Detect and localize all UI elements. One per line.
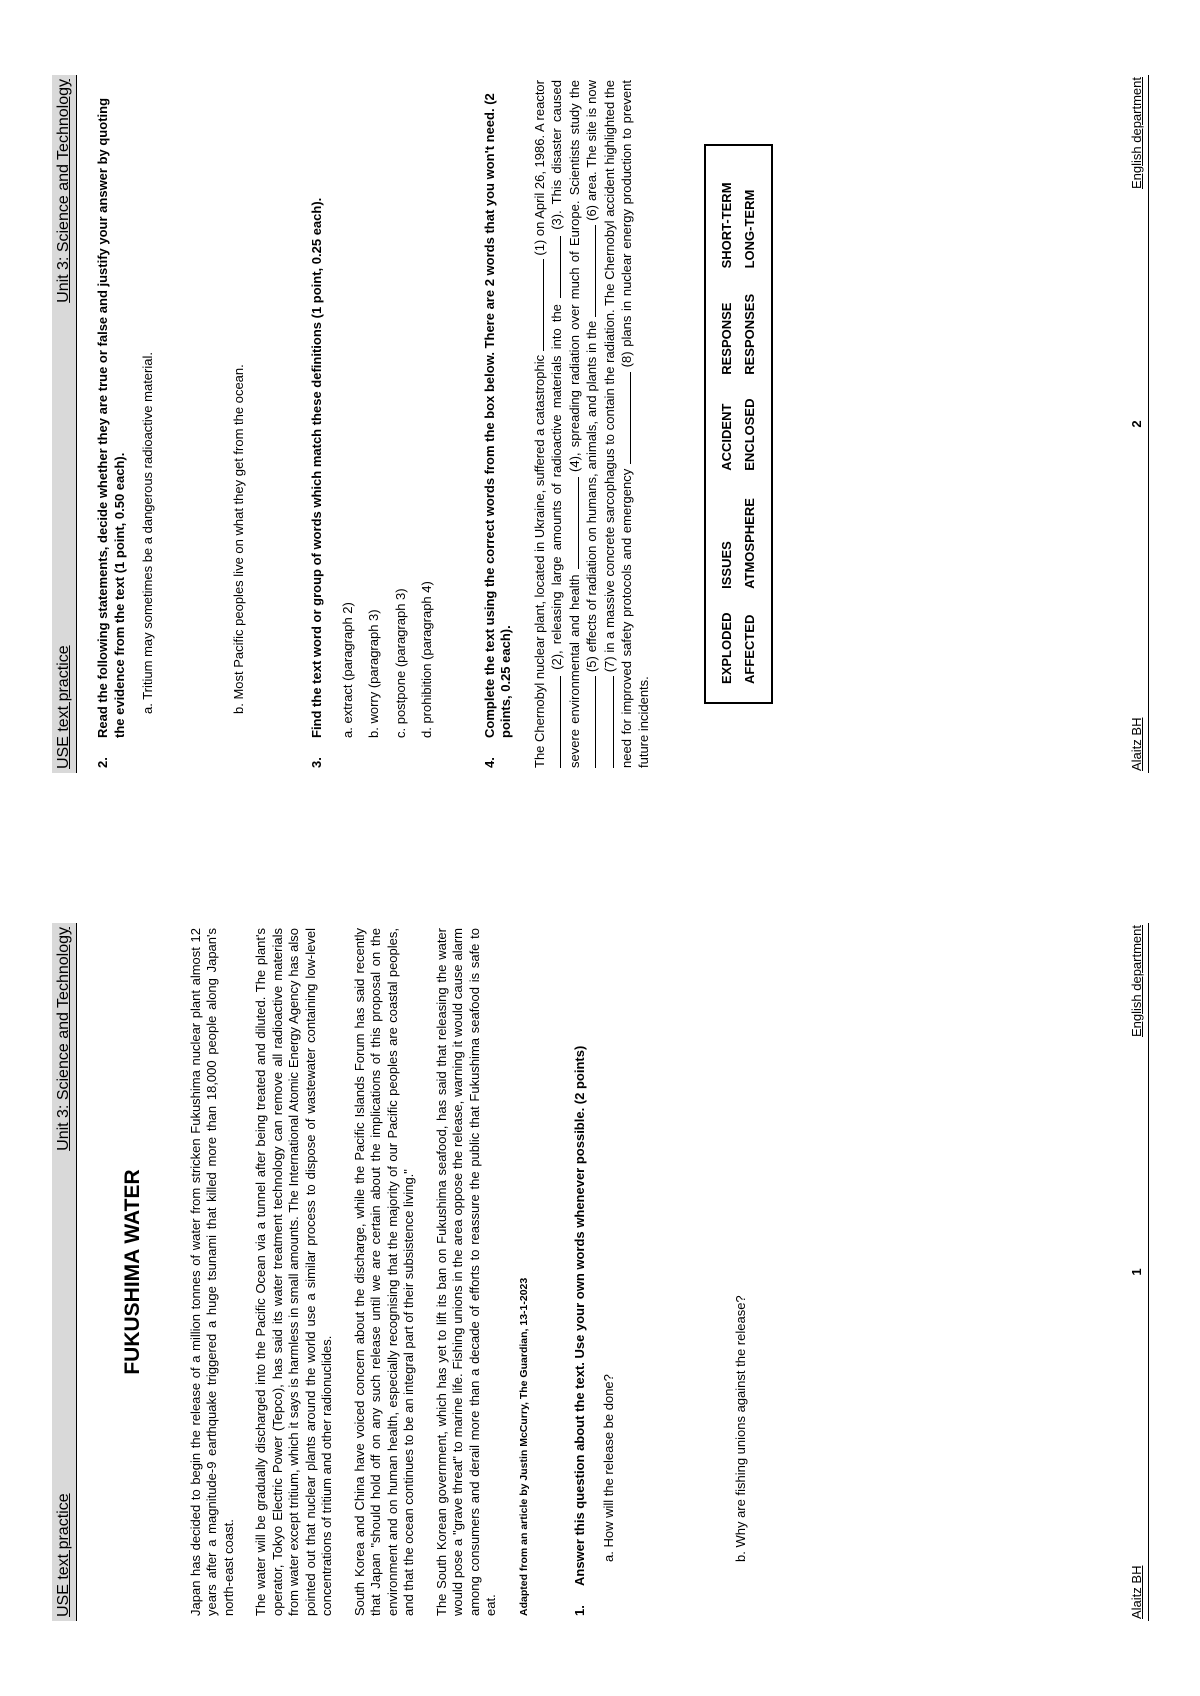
question-1a: a. How will the release be done?	[600, 1374, 616, 1562]
cloze-segment: (2), releasing large amounts of radioactive materials into the	[549, 304, 564, 670]
cloze-segment: (1) on April 26, 1986. A reactor	[531, 80, 547, 256]
word-bank-word: RESPONSE	[719, 302, 734, 375]
question-1-number: 1.	[572, 1605, 587, 1616]
question-4-number: 4.	[481, 757, 497, 768]
footer-left: Alaitz BH	[1129, 1565, 1144, 1619]
header-left: USE text practice	[55, 645, 72, 769]
blank-8[interactable]	[618, 372, 631, 464]
blank-6[interactable]	[583, 225, 596, 317]
article-source: Adapted from an article by Justin McCurry, The Guardian, 13-1-2023	[517, 1277, 530, 1616]
word-bank-word: ISSUES	[719, 541, 734, 589]
word-bank-row	[739, 160, 762, 688]
cloze-segment: (6) area. The site is now	[584, 80, 599, 221]
page-header	[52, 923, 77, 1621]
word-bank-word: ACCIDENT	[719, 403, 734, 471]
word-bank-word: ENCLOSED	[741, 398, 757, 471]
article-paragraph-2: The water will be gradually discharged into the Pacific Ocean via a tunnel after being treated and diluted. The plant's operator, Tokyo Electric Power (Tepco), has said its water treatment technology can remove all radioactive materials from water except tritium, which it says is harmless in small amounts. The International Atomic Energy Agency has also pointed out that nuclear plants around the world use a similar process to dispose of wastewater containing low-level concentrations of tritium and other radionuclides.	[253, 928, 334, 1616]
footer-right: English department	[1129, 925, 1144, 1038]
cloze-segment: The Chernobyl nuclear plant, located in Ukraine, suffered a catastrophic	[531, 354, 547, 768]
question-4-text: Complete the text using the correct words from the box below. There are 2 words that you won't need. (2 points, 0.25 each).	[481, 93, 513, 738]
cloze-segment: (4), spreading radiation over much of Europe. Scientists study the	[566, 80, 582, 472]
definition-item: a. extract (paragraph 2)	[339, 602, 355, 738]
blank-4[interactable]	[566, 477, 579, 569]
question-2a: a. Tritium may sometimes be a dangerous radioactive material.	[140, 352, 155, 714]
word-bank-word: ATMOSPHERE	[741, 498, 757, 589]
header-right: Unit 3: Science and Technology	[55, 79, 72, 303]
word-bank-box	[704, 144, 773, 704]
answer-space-2a	[157, 80, 219, 768]
blank-2[interactable]	[548, 676, 561, 768]
article-paragraph-3: South Korea and China have voiced concern about the discharge, while the Pacific Islands Forum has said recently that Japan "should hold off on any such release until we are certain about the implications of this proposal on the environment and on human health, especially recognising that the majority of our Pacific peoples are coastal peoples, and that the ocean continues to be an integral part of their subsistence living."	[351, 928, 416, 1616]
footer-right: English department	[1129, 77, 1144, 190]
question-3	[309, 80, 326, 768]
question-4	[482, 80, 515, 768]
cloze-segment: (7) in a massive concrete sarcophagus to contain the radiation. The Chernobyl accident highlighted the need for improved safety protocols and emergency	[601, 80, 634, 768]
page-footer	[1126, 75, 1149, 773]
article-title: FUKUSHIMA WATER	[121, 1169, 144, 1375]
page-number: 1	[1129, 1268, 1144, 1276]
word-bank-table	[716, 160, 761, 688]
question-1-text: Answer this question about the text. Use your own words whenever possible. (2 points)	[572, 1045, 587, 1586]
word-bank-word: LONG-TERM	[741, 189, 757, 269]
question-3-number: 3.	[309, 757, 324, 768]
word-bank-word: RESPONSES	[741, 293, 757, 375]
word-bank-word: SHORT-TERM	[719, 182, 734, 269]
blank-7[interactable]	[601, 676, 614, 768]
question-2b: b. Most Pacific peoples live on what they get from the ocean.	[230, 364, 246, 714]
page-footer	[1126, 923, 1149, 1621]
blank-1[interactable]	[531, 259, 544, 351]
word-bank-row	[716, 160, 739, 688]
word-bank-word: EXPLODED	[719, 612, 734, 684]
cloze-segment: (5) effects of radiation on humans, animals, and plants in the	[584, 320, 599, 673]
header-right: Unit 3: Science and Technology	[55, 927, 72, 1151]
definition-item: d. prohibition (paragraph 4)	[419, 581, 434, 738]
question-2-text: Read the following statements, decide whether they are true or false and justify your answer by quoting the evidence from the text (1 point, 0.50 each).	[95, 97, 127, 738]
page-1-content	[95, 928, 750, 1616]
page-1	[0, 848, 1200, 1696]
page-header	[52, 75, 77, 773]
definition-list	[340, 80, 436, 738]
article-paragraph-1: Japan has decided to begin the release of a million tonnes of water from stricken Fukushima nuclear plant almost 12 years after a magnitude-9 earthquake triggered a huge tsunami that killed more than 18,000 people along Japan's north-east coast.	[187, 928, 236, 1616]
cloze-text	[531, 80, 653, 768]
answer-space-1a	[617, 928, 721, 1616]
article-paragraph-4: The South Korean government, which has yet to lift its ban on Fukushima seafood, has said that releasing the water would pose a "grave threat" to marine life. Fishing unions in the area oppose the release, warning it would cause alarm among consumers and derail more than a decade of efforts to reassure the public that Fukushima seafood is safe to eat.	[433, 928, 498, 1616]
question-1b: b. Why are fishing unions against the release?	[733, 1295, 748, 1562]
question-1	[572, 928, 589, 1616]
definition-item: c. postpone (paragraph 3)	[392, 588, 408, 738]
cloze-segment: (3). This disaster caused severe environmental and health	[549, 80, 582, 768]
question-2-number: 2.	[95, 757, 110, 768]
blank-5[interactable]	[583, 676, 596, 768]
question-3-text: Find the text word or group of words which match these definitions (1 point, 0.25 each).	[309, 197, 324, 738]
answer-space-2b	[247, 80, 309, 768]
blank-3[interactable]	[548, 236, 561, 298]
cloze-segment: (8) plans in nuclear energy production to prevent future incidents.	[619, 80, 651, 768]
word-bank-word: AFFECTED	[741, 614, 757, 684]
question-2	[95, 80, 128, 768]
page-2-content	[95, 80, 773, 768]
footer-left: Alaitz BH	[1129, 717, 1144, 771]
definition-item: b. worry (paragraph 3)	[366, 609, 381, 738]
page-number: 2	[1129, 420, 1144, 428]
header-left: USE text practice	[55, 1493, 72, 1617]
